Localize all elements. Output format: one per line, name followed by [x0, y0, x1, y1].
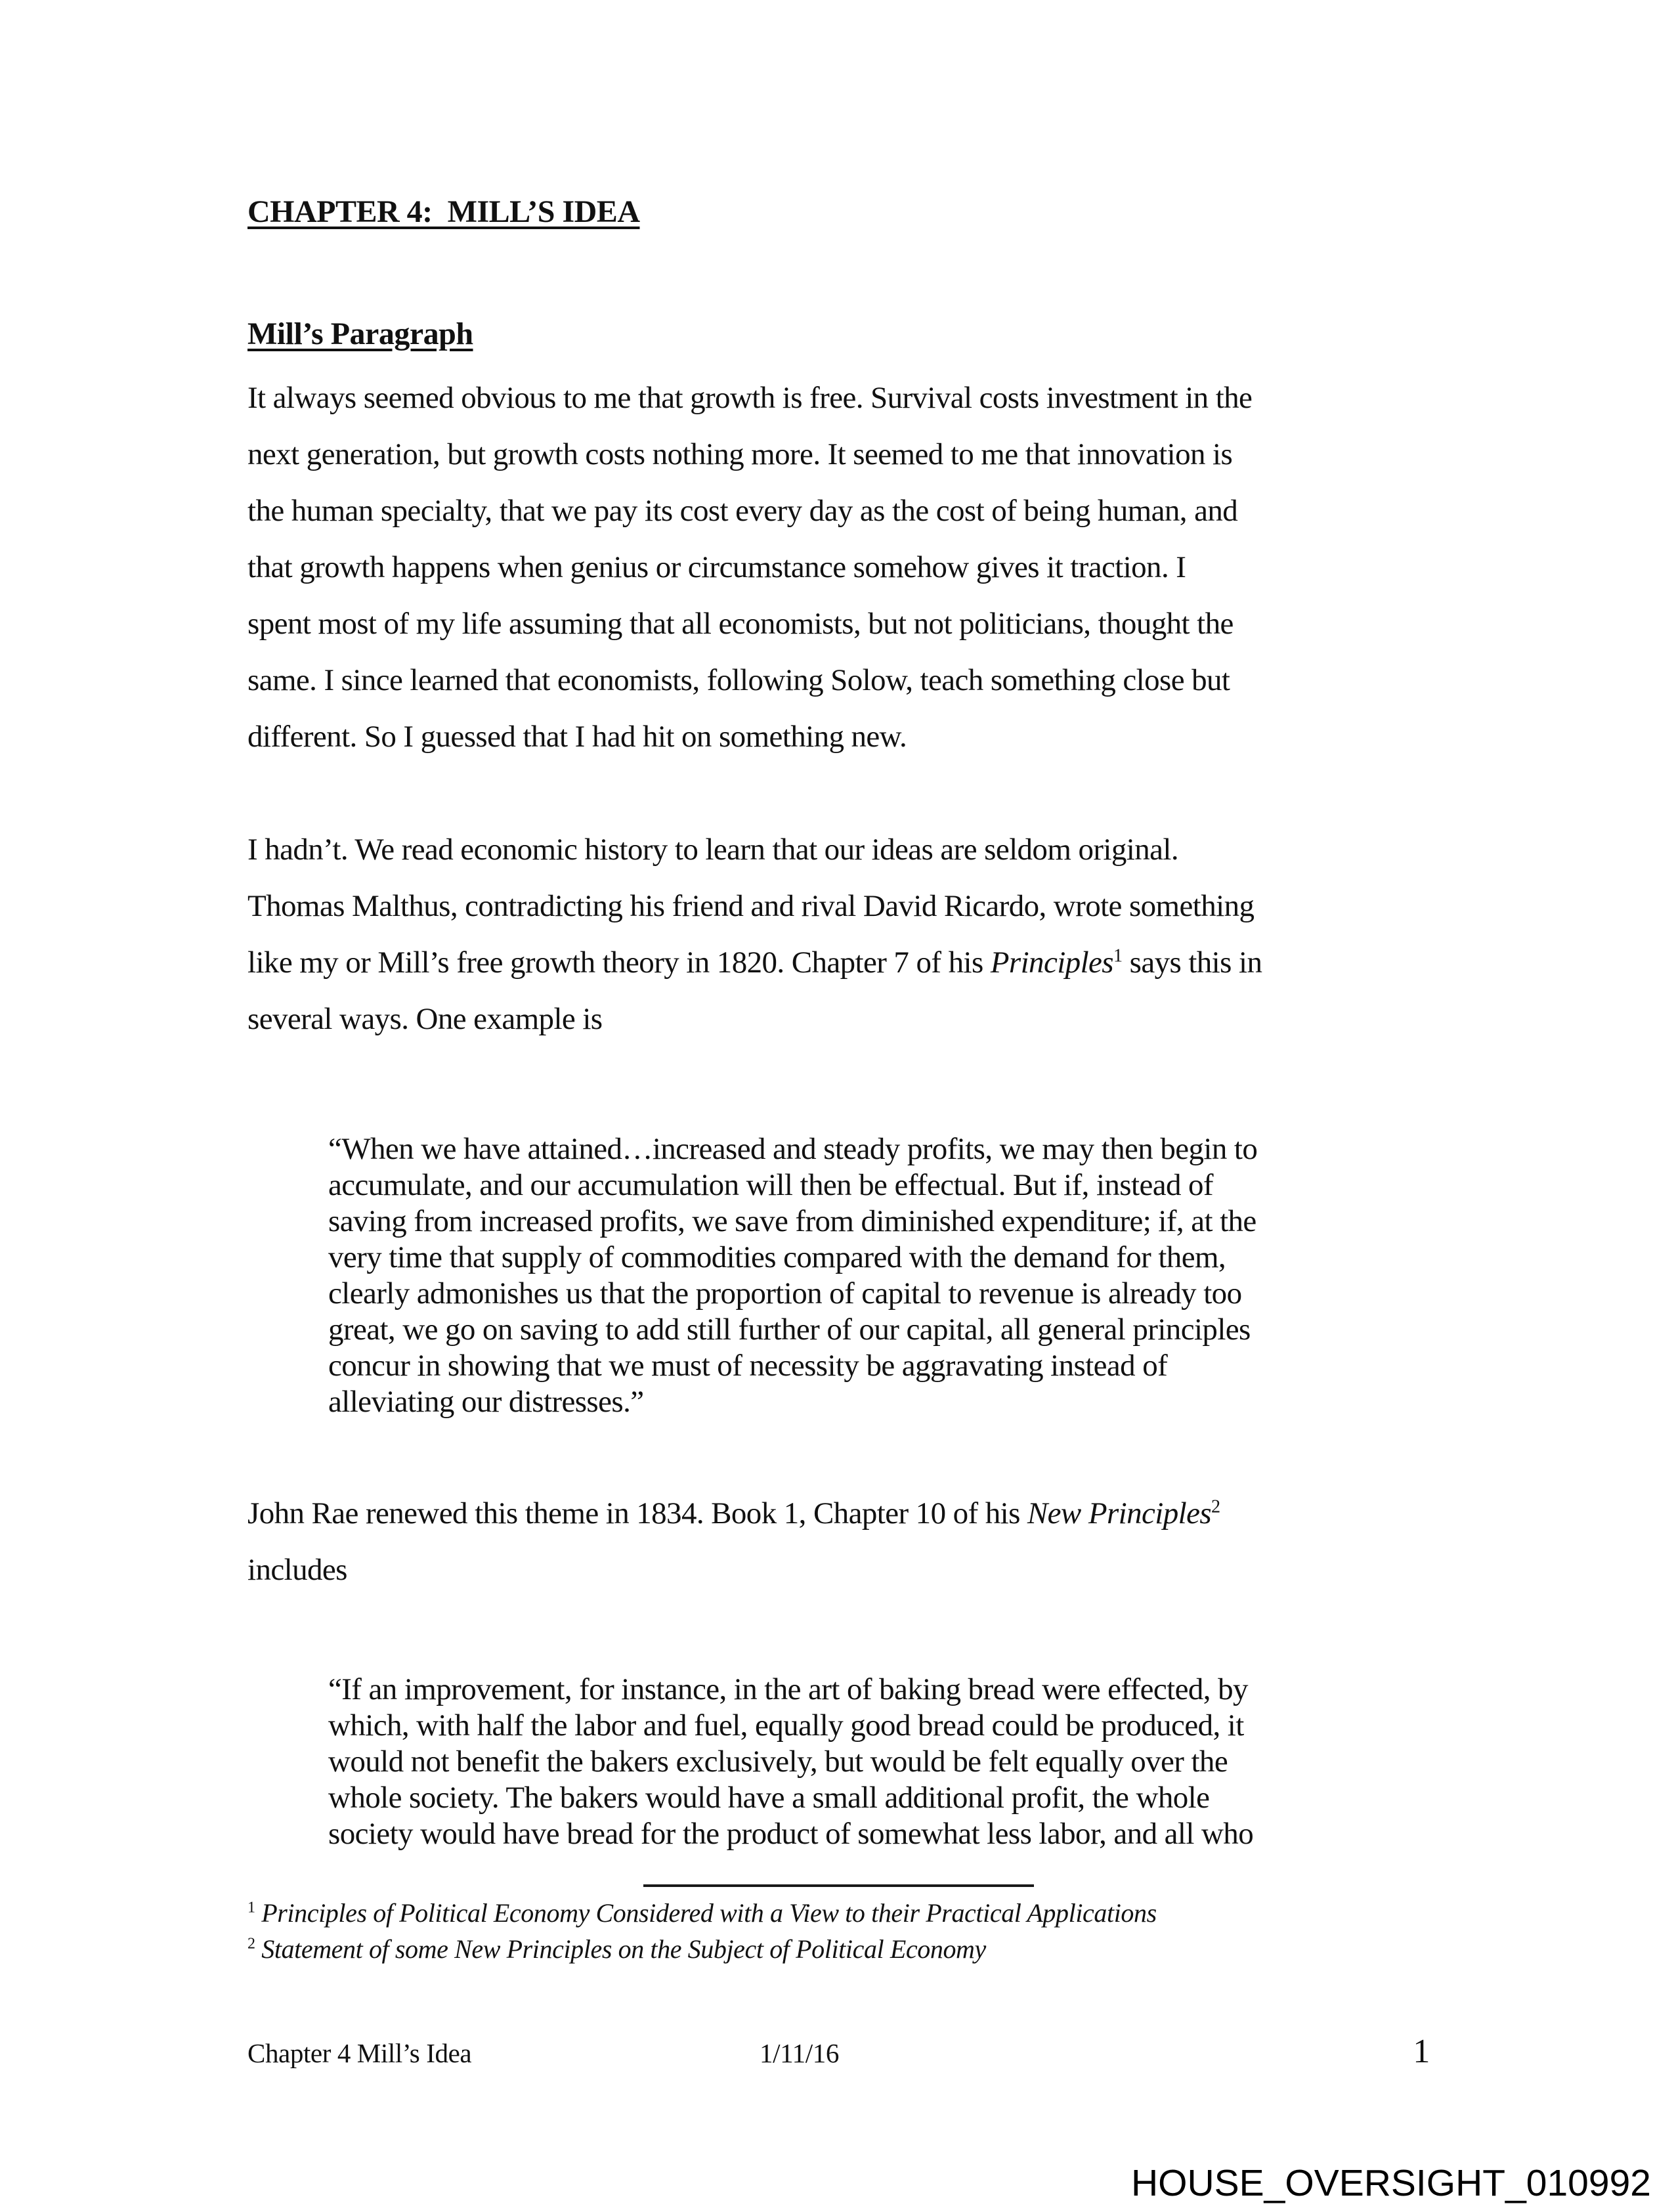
quote-line: saving from increased profits, we save from diminished expenditure; if, at the	[328, 1204, 1256, 1238]
text-segment: John Rae renewed this theme in 1834. Book 1, Chapter 10 of his	[247, 1496, 1027, 1530]
page-footer	[247, 2032, 1430, 2071]
quote-line: alleviating our distresses.”	[328, 1385, 644, 1419]
quote-line: accumulate, and our accumulation will then be effectual. But if, instead of	[328, 1168, 1213, 1202]
footnote-1-text: Principles of Political Economy Considered with a View to their Practical Applications	[261, 1898, 1157, 1928]
quote-line: “If an improvement, for instance, in the art of baking bread were effected, by	[328, 1672, 1248, 1706]
book-title-principles: Principles	[990, 945, 1113, 980]
chapter-title-text: CHAPTER 4: MILL’S IDEA	[247, 194, 640, 229]
footnote-2-marker: 2	[247, 1935, 255, 1953]
text-line: same. I since learned that economists, following Solow, teach something close but	[247, 663, 1230, 697]
paragraph-3	[247, 1485, 1430, 1598]
quote-line: concur in showing that we must of necessity be aggravating instead of	[328, 1349, 1168, 1383]
footnote-2	[247, 1931, 1430, 1967]
text-line	[247, 934, 1430, 991]
footnote-ref-1: 1	[1113, 945, 1123, 966]
block-quote-rae	[328, 1672, 1430, 1852]
footnote-separator	[643, 1884, 1034, 1887]
footnote-1	[247, 1895, 1430, 1931]
paragraph-1	[247, 370, 1430, 765]
quote-line: “When we have attained…increased and steady profits, we may then begin to	[328, 1132, 1258, 1166]
paragraph-2	[247, 821, 1430, 1047]
book-title-new-principles: New Principles	[1027, 1496, 1212, 1530]
quote-line: clearly admonishes us that the proportion of capital to revenue is already too	[328, 1276, 1242, 1311]
text-line: includes	[247, 1553, 347, 1587]
footnote-2-text: Statement of some New Principles on the Subject of Political Economy	[261, 1934, 986, 1964]
text-line: different. So I guessed that I had hit on something new.	[247, 720, 907, 754]
text-line: I hadn’t. We read economic history to learn that our ideas are seldom original.	[247, 833, 1178, 867]
quote-line: very time that supply of commodities compared with the demand for them,	[328, 1240, 1226, 1274]
text-line: spent most of my life assuming that all economists, but not politicians, thought the	[247, 607, 1234, 641]
text-line: next generation, but growth costs nothing more. It seemed to me that innovation is	[247, 437, 1233, 471]
text-line: Thomas Malthus, contradicting his friend and rival David Ricardo, wrote something	[247, 889, 1255, 923]
section-heading-text: Mill’s Paragraph	[247, 316, 473, 351]
quote-line: would not benefit the bakers exclusively, but would be felt equally over the	[328, 1745, 1228, 1779]
footer-running-title: Chapter 4 Mill’s Idea	[247, 2038, 472, 2068]
text-line: that growth happens when genius or circumstance somehow gives it traction. I	[247, 550, 1186, 584]
section-heading	[247, 316, 1430, 353]
bates-stamp: HOUSE_OVERSIGHT_010992	[1130, 2162, 1651, 2204]
footnotes	[247, 1895, 1430, 1967]
text-line: the human specialty, that we pay its cost every day as the cost of being human, and	[247, 494, 1238, 528]
text-line: It always seemed obvious to me that growth is free. Survival costs investment in the	[247, 381, 1253, 415]
quote-line: whole society. The bakers would have a small additional profit, the whole	[328, 1781, 1210, 1815]
footnote-ref-2: 2	[1211, 1496, 1220, 1517]
text-line	[247, 1485, 1430, 1542]
footer-date: 1/11/16	[760, 2038, 839, 2068]
quote-line: great, we go on saving to add still further of our capital, all general principles	[328, 1312, 1251, 1347]
footer-page-number: 1	[1413, 2033, 1430, 2070]
text-line: several ways. One example is	[247, 1002, 603, 1036]
quote-line: society would have bread for the product of somewhat less labor, and all who	[328, 1817, 1254, 1851]
quote-line: which, with half the labor and fuel, equally good bread could be produced, it	[328, 1708, 1244, 1743]
text-segment: says this in	[1122, 945, 1262, 980]
text-segment: like my or Mill’s free growth theory in 1820. Chapter 7 of his	[247, 945, 991, 980]
block-quote-malthus	[328, 1131, 1430, 1420]
footnote-1-marker: 1	[247, 1899, 255, 1917]
chapter-title	[247, 0, 1430, 230]
